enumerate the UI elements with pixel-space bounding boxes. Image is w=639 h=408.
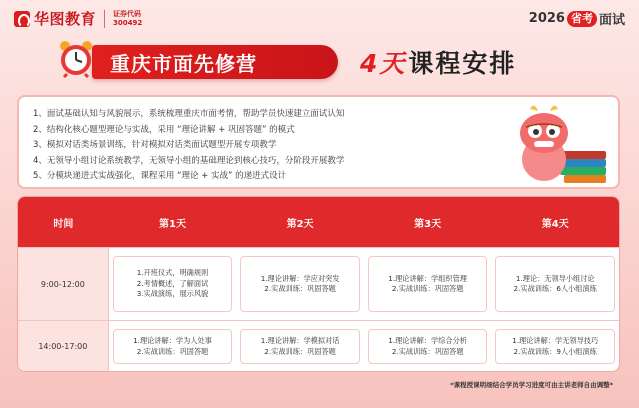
- point-item: 1、面试基础认知与风貌展示，系统梳理重庆市面考情，帮助学员快速建立面试认知: [33, 109, 345, 119]
- cell-line: 1.理论讲解：学综合分析: [388, 336, 467, 345]
- brand-name: 华图教育: [34, 10, 97, 28]
- table-cell: [491, 248, 619, 320]
- title-banner: [92, 45, 338, 79]
- cell-line: 1.理论讲解：学无领导技巧: [512, 336, 599, 345]
- header-day-2: 第2天: [286, 218, 314, 230]
- title-days: 4天: [360, 49, 407, 78]
- table-cell: [364, 321, 492, 372]
- table-cell: [491, 321, 619, 372]
- title-schedule: 课程安排: [408, 49, 517, 78]
- cell-line: 1.理论讲解：学为人处事: [133, 336, 212, 345]
- time-slot: 14:00-17:00: [18, 321, 109, 372]
- alarm-clock-icon: [56, 38, 96, 78]
- cell-line: 1.理论讲解：学组织管理: [388, 273, 467, 283]
- year-text: 2026: [528, 11, 565, 26]
- cell-line: 2.考情概述，了解面试: [136, 278, 209, 288]
- stock-label: 证券代码: [113, 9, 142, 18]
- point-item: 4、无领导小组讨论系统教学，无领导小组的基础理论到核心技巧，分阶段开展教学: [33, 155, 345, 166]
- stock-code: 300492: [113, 18, 143, 27]
- point-item: 3、模拟对话类场景训练，针对模拟对话类面试题型开展专项教学: [33, 140, 277, 151]
- title-right: [360, 44, 516, 80]
- cell-line: 2.实战训练：巩固答题: [136, 346, 209, 356]
- brand-logo: [14, 8, 142, 29]
- dragon-mascot-icon: [504, 99, 610, 189]
- schedule-header-row: [18, 197, 619, 247]
- header-time: 时间: [53, 218, 74, 230]
- schedule-table: [17, 196, 620, 372]
- cell-line: 1.理论讲解：学模拟对话: [260, 336, 340, 345]
- points-list: [33, 107, 344, 185]
- cell-line: 1.理论：无领导小组讨论: [515, 273, 595, 283]
- point-item: 2、结构化核心题型理论与实战，采用 “理论讲解 + 巩固答题” 的模式: [33, 124, 295, 135]
- cell-line: 3.实战演练，展示风貌: [136, 289, 209, 299]
- cell-line: 2.实战训练：9人小组演练: [513, 346, 597, 356]
- table-row: [18, 247, 619, 320]
- cell-line: 2.实战训练：巩固答题: [391, 284, 464, 293]
- footnote: *课程授课明细结合学员学习进度可由主讲老师自由调整*: [450, 381, 613, 389]
- table-cell: [109, 248, 237, 320]
- cell-line: 1.理论讲解：学应对突发: [260, 273, 340, 283]
- header-day-1: 第1天: [159, 218, 186, 230]
- stock-info: [113, 10, 142, 28]
- header: [0, 0, 639, 32]
- table-cell: [364, 248, 492, 320]
- time-slot: 9:00-12:00: [18, 248, 109, 320]
- cell-line: 1.开班仪式，明确规则: [136, 268, 209, 278]
- title-row: [0, 34, 639, 92]
- exam-suffix: 面试: [598, 13, 625, 28]
- year-tag: [529, 9, 625, 28]
- table-row: [18, 320, 619, 372]
- huatu-logo-icon: [14, 11, 30, 27]
- header-day-3: 第3天: [414, 218, 442, 230]
- cell-line: 2.实战训练：6人小组演练: [513, 284, 597, 293]
- cell-line: 2.实战训练：巩固答题: [264, 346, 336, 356]
- title-left: 重庆市面先修营: [110, 52, 257, 76]
- cell-line: 2.实战训练：巩固答题: [264, 284, 336, 293]
- table-cell: [109, 321, 237, 372]
- table-cell: [236, 321, 364, 372]
- header-day-4: 第4天: [541, 218, 569, 230]
- table-cell: [236, 248, 364, 320]
- cell-line: 2.实战训练：巩固答题: [391, 346, 464, 356]
- divider: [104, 10, 105, 28]
- exam-type-pill: 省考: [567, 11, 597, 27]
- point-item: 5、分模块递进式实战强化，课程采用 “理论 + 实战” 的递进式设计: [33, 171, 287, 182]
- course-points-card: [17, 95, 620, 189]
